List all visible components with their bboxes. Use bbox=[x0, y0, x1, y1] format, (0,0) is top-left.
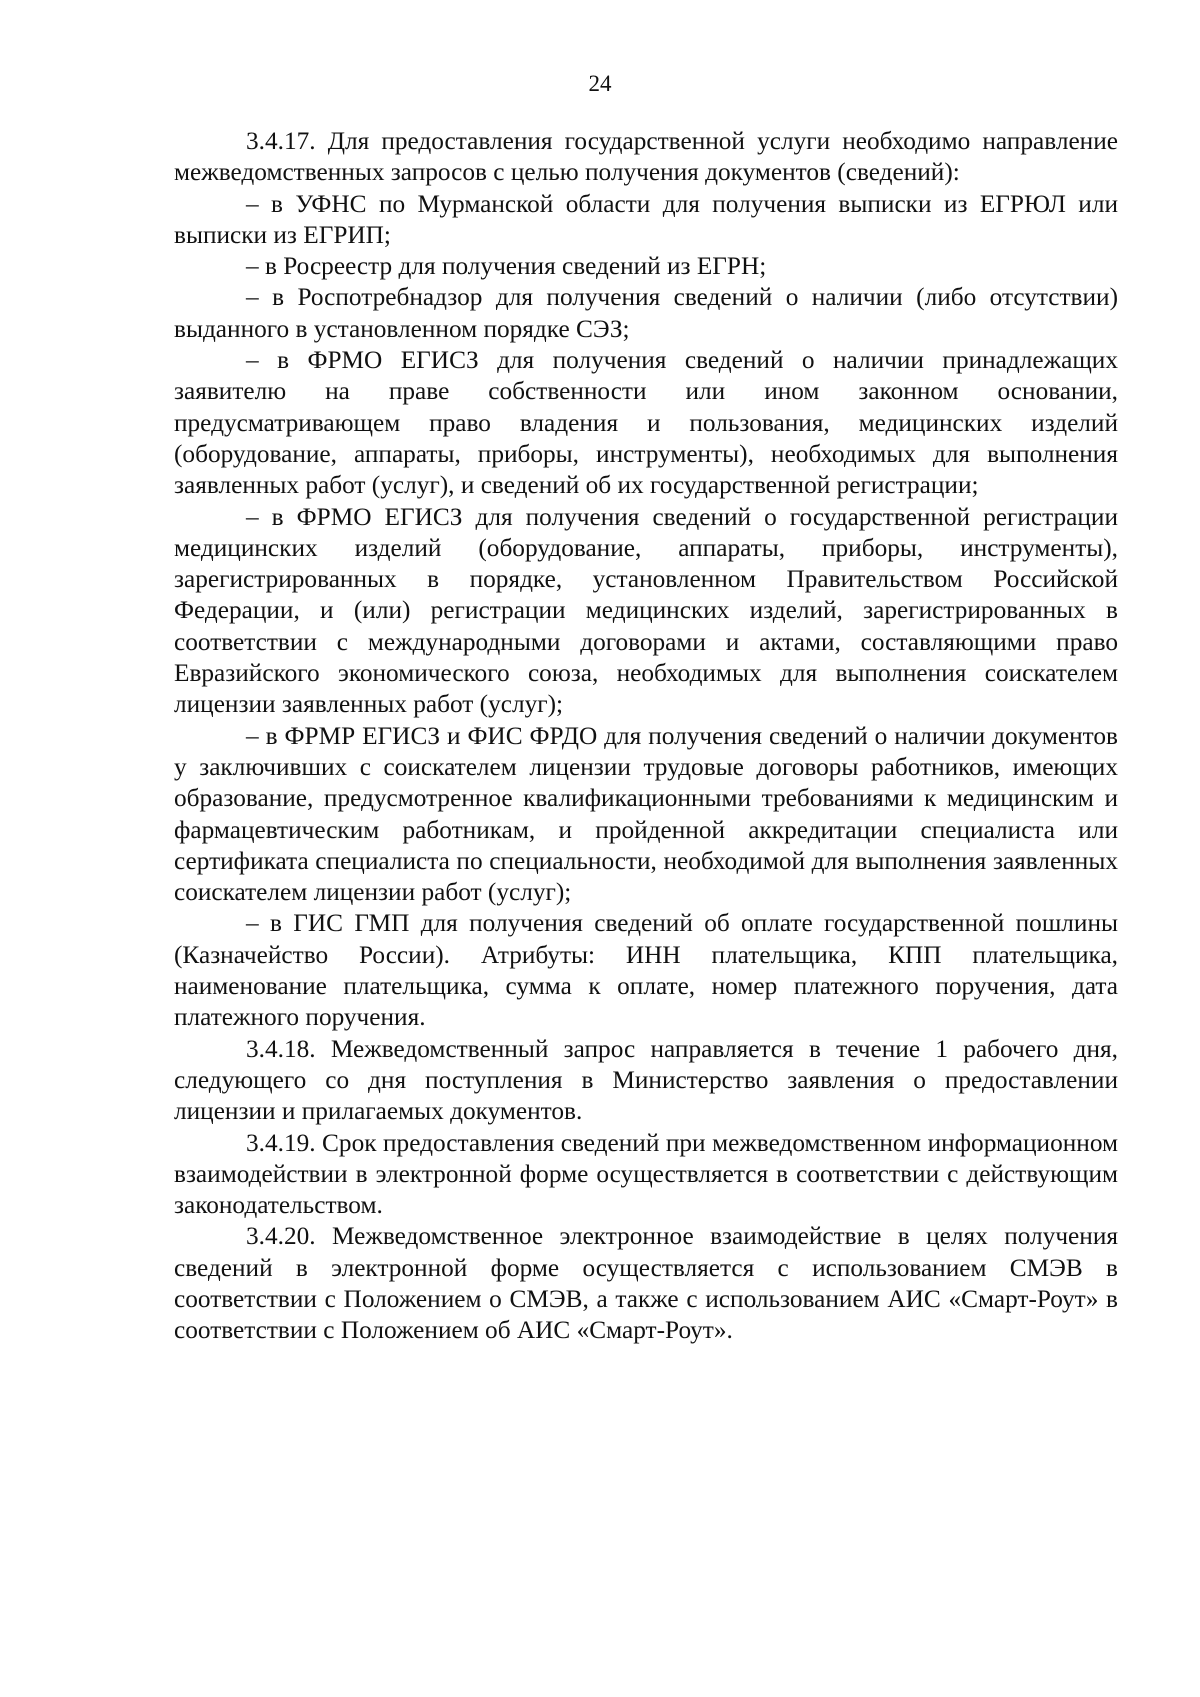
document-body bbox=[174, 126, 1118, 1347]
list-item-rospotrebnadzor: – в Роспотребнадзор для получения сведений о наличии (либо отсутствии) выданного в установленном порядке СЭЗ; bbox=[174, 283, 1118, 343]
list-item-frmo-registration: – в ФРМО ЕГИСЗ для получения сведений о государственной регистрации медицинских изделий (оборудование, аппараты, приборы, инструменты), зарегистрированных в порядке, установленном Правительством Российской Федерации, и (или) регистрации медицинских изделий, зарегистрированных в соответствии с международными договорами и актами, составляющими право Евразийского экономического союза, необходимых для выполнения соискателем лицензии заявленных работ (услуг); bbox=[174, 502, 1118, 719]
list-item-frmr-fis-frdo: – в ФРМР ЕГИСЗ и ФИС ФРДО для получения сведений о наличии документов у заключивших с соискателем лицензии трудовые договоры работников, имеющих образование, предусмотренное квалификационными требованиями к медицинским и фармацевтическим работникам, и пройденной аккредитации специалиста или сертификата специалиста по специальности, необходимой для выполнения заявленных соискателем лицензии работ (услуг); bbox=[174, 721, 1118, 907]
list-item-gis-gmp: – в ГИС ГМП для получения сведений об оплате государственной пошлины (Казначейство России). Атрибуты: ИНН плательщика, КПП плательщика, наименование плательщика, сумма к оплате, номер платежного поручения, дата платежного поручения. bbox=[174, 909, 1118, 1032]
paragraph-3-4-19: 3.4.19. Срок предоставления сведений при межведомственном информационном взаимодействии в электронной форме осуществляется в соответствии с действующим законодательством. bbox=[174, 1128, 1118, 1220]
paragraph-3-4-17: 3.4.17. Для предоставления государственной услуги необходимо направление межведомственных запросов с целью получения документов (сведений): bbox=[174, 127, 1118, 187]
list-item-frmo-devices: – в ФРМО ЕГИСЗ для получения сведений о наличии принадлежащих заявителю на праве собственности или ином законном основании, предусматривающем право владения и пользования, медицинских изделий (оборудование, аппараты, приборы, инструменты), необходимых для выполнения заявленных работ (услуг), и сведений об их государственной регистрации; bbox=[174, 346, 1118, 500]
list-item-rosreestr: – в Росреестр для получения сведений из ЕГРН; bbox=[246, 252, 767, 281]
page-number: 24 bbox=[588, 71, 612, 96]
paragraph-3-4-20: 3.4.20. Межведомственное электронное взаимодействие в целях получения сведений в электронной форме осуществляется с использованием СМЭВ в соответствии с Положением о СМЭВ, а также с использованием АИС «Смарт-Роут» в соответствии с Положением об АИС «Смарт-Роут». bbox=[174, 1222, 1118, 1345]
list-item-ufns: – в УФНС по Мурманской области для получения выписки из ЕГРЮЛ или выписки из ЕГРИП; bbox=[174, 189, 1118, 249]
paragraph-3-4-18: 3.4.18. Межведомственный запрос направляется в течение 1 рабочего дня, следующего со дня поступления в Министерство заявления о предоставлении лицензии и прилагаемых документов. bbox=[174, 1034, 1118, 1126]
